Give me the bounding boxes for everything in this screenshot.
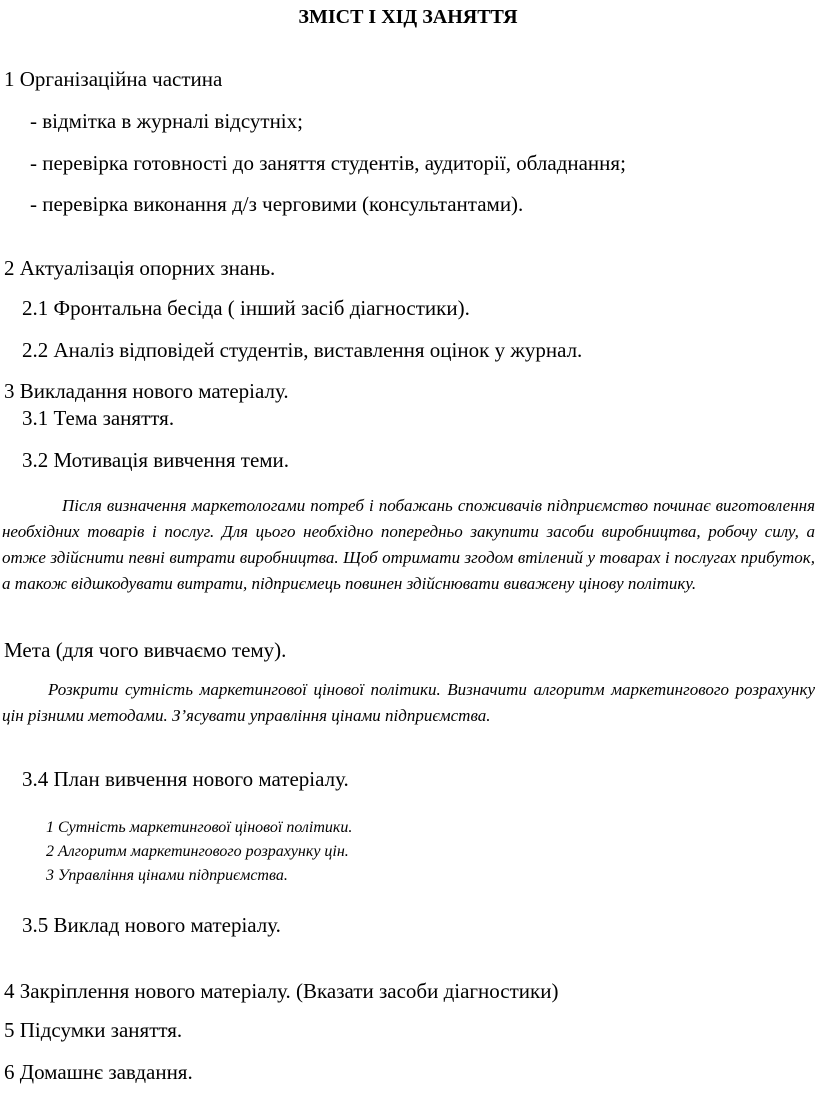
- section-1-item: - перевірка виконання д/з черговими (консультантами).: [30, 192, 524, 216]
- section-2-heading: 2 Актуалізація опорних знань.: [4, 256, 276, 280]
- section-1-item: - відмітка в журналі відсутніх;: [30, 109, 303, 133]
- section-3-2: 3.2 Мотивація вивчення теми.: [22, 448, 290, 472]
- section-6-heading: 6 Домашнє завдання.: [4, 1060, 193, 1084]
- section-1-item: - перевірка готовності до заняття студентів, аудиторії, обладнання;: [30, 151, 626, 175]
- motivation-paragraph: Після визначення маркетологами потреб і побажань споживачів підприємство починає виготовлення необхідних товарів і послуг. Для цього необхідно попередньо закупити засоби виробництва, робочу силу, а отже здійснити певні витрати виробництва. Щоб отримати згодом втілений у товарах і послугах прибуток, а також відшкодувати витрати, підприємець повинен здійснювати виважену цінову політику.: [2, 496, 815, 593]
- section-3-1: 3.1 Тема заняття.: [22, 406, 175, 430]
- plan-item: 3 Управління цінами підприємства.: [46, 867, 288, 884]
- section-4-heading: 4 Закріплення нового матеріалу. (Вказати засоби діагностики): [4, 979, 559, 1003]
- section-2-2: 2.2 Аналіз відповідей студентів, виставлення оцінок у журнал.: [22, 338, 583, 362]
- section-2-1: 2.1 Фронтальна бесіда ( інший засіб діагностики).: [22, 296, 470, 320]
- page-title: ЗМІСТ І ХІД ЗАНЯТТЯ: [298, 6, 518, 28]
- plan-item: 1 Сутність маркетингової цінової політики.: [46, 819, 353, 836]
- goal-paragraph: Розкрити сутність маркетингової цінової політики. Визначити алгоритм маркетингового розрахунку цін різними методами. З’ясувати управління цінами підприємства.: [2, 680, 815, 725]
- section-3-heading: 3 Викладання нового матеріалу.: [4, 379, 289, 403]
- section-3-4: 3.4 План вивчення нового матеріалу.: [22, 767, 349, 791]
- section-3-5: 3.5 Виклад нового матеріалу.: [22, 913, 281, 937]
- section-5-heading: 5 Підсумки заняття.: [4, 1018, 183, 1042]
- section-1-heading: 1 Організаційна частина: [4, 67, 223, 91]
- plan-item: 2 Алгоритм маркетингового розрахунку цін.: [46, 843, 349, 860]
- goal-heading: Мета (для чого вивчаємо тему).: [4, 638, 287, 662]
